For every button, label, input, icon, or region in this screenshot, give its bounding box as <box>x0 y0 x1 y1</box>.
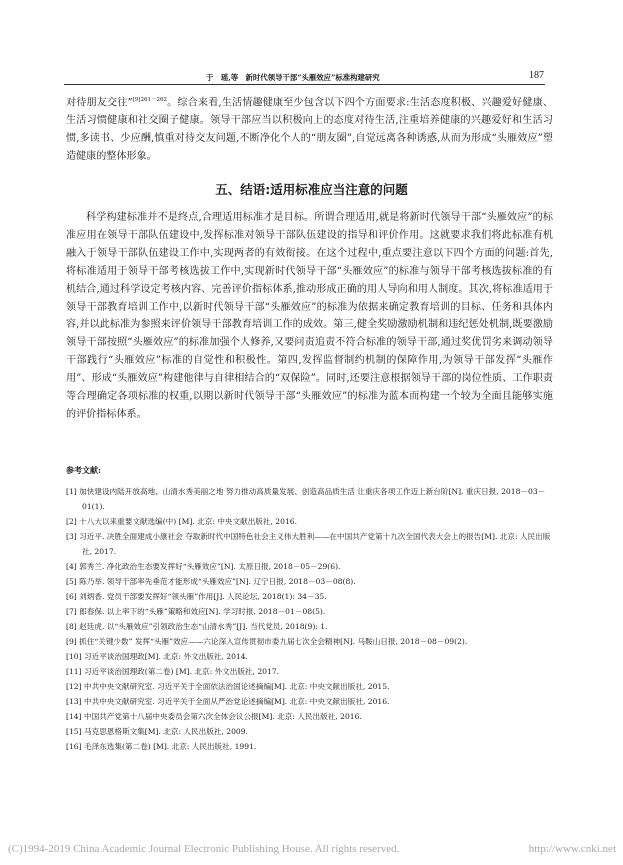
references-list <box>66 484 553 754</box>
intro-paragraph <box>66 92 553 166</box>
reference-item: [2] 十八大以来重要文献选编(中) [M]. 北京: 中央文献出版社, 2016. <box>66 517 298 526</box>
reference-item: [14] 中国共产党第十八届中央委员会第六次全体会议公报[M]. 北京: 人民出版社, 2016. <box>66 712 362 721</box>
reference-item: [5] 陈乃举. 领导干部率先垂范才能形成“头雁效应”[N]. 辽宁日报, 2018－03－08(8). <box>66 577 356 586</box>
reference-item: [16] 毛泽东选集(第二卷) [M]. 北京: 人民出版社, 1991. <box>66 742 257 751</box>
reference-item: [13] 中共中央文献研究室. 习近平关于全面从严治党论述摘编[M]. 北京: 中央文献出版社, 2016. <box>66 697 390 706</box>
references-heading: 参考文献: <box>66 465 101 475</box>
reference-item: [9] 抓住“关键少数” 发挥“头雁”效应——六论深入宣传贯彻市委九届七次全会精神[N]. 马鞍山日报, 2018－08－09(2). <box>66 637 468 646</box>
copyright-text: (C)1994-2019 China Academic Journal Electronic Publishing House. All rights reserved. <box>8 843 400 855</box>
running-header <box>64 70 544 84</box>
running-header-title: 于 瑶,等 新时代领导干部“头雁效应”标准构建研究 <box>206 73 380 82</box>
reference-item: [3] 习近平. 决胜全面建成小康社会 夺取新时代中国特色社会主义伟大胜利——在中国共产党第十九次全国代表大会上的报告[M]. 北京: 人民出版社, 2017. <box>66 532 551 556</box>
footer-url: http://www.cnki.net <box>528 843 616 855</box>
reference-item: [4] 郭秀兰. 净化政治生态要发挥好“头雁效应”[N]. 太原日报, 2018－05－29(6). <box>66 562 341 571</box>
copyright-footer <box>8 843 616 855</box>
intro-text-end: 。综合来看,生活情趣健康至少包含以下四个方面要求:生活态度积极、兴趣爱好健康、生活习惯健康和社交圈子健康。领导干部应当以积极向上的态度对待生活,注重培养健康的兴趣爱好和生活习惯,多读书、少应酬,慎重对待交友问题,不断净化个人的“朋友圈”,自觉远离各种诱惑,从而为形成“头雁效应”塑造健康的整体形象。 <box>66 97 554 163</box>
reference-item: [12] 中共中央文献研究室. 习近平关于全面依法治国论述摘编[M]. 北京: 中央文献出版社, 2015. <box>66 682 390 691</box>
page-number: 187 <box>529 70 544 81</box>
reference-item: [10] 习近平谈治国理政[M]. 北京: 外文出版社, 2014. <box>66 652 248 661</box>
header-rule <box>64 84 545 85</box>
citation-superscript: [9]261－262 <box>132 97 167 103</box>
section-title: 五、结语:适用标准应当注意的问题 <box>215 182 408 197</box>
reference-item: [15] 马克思恩格斯文集[M]. 北京: 人民出版社, 2009. <box>66 727 248 736</box>
reference-item: [6] 刘炳香. 党员干部要发挥好“领头雁”作用[J]. 人民论坛, 2018(1): 34－35. <box>66 592 327 601</box>
reference-item: [8] 赵廷虎. 以“头雁效应”引领政治生态“山清水秀”[J]. 当代党员, 2018(9): 1. <box>66 622 328 631</box>
reference-item: [1] 加快建设内陆开放高地、山清水秀美丽之地 努力推动高质量发展、创造高品质生活 让重庆各项工作迈上新台阶[N]. 重庆日报, 2018－03－01(1). <box>66 487 546 511</box>
intro-text-start: 对待朋友交往” <box>66 97 133 109</box>
conclusion-paragraph: 科学构建标准并不是终点,合理适用标准才是目标。所谓合理适用,就是将新时代领导干部“头雁效应”的标准应用在领导干部队伍建设中,发挥标准对领导干部队伍建设的指导和评价作用。这就要求我们将此标准有机融入于领导干部队伍建设工作中,实现两者的有效衔接。在这个过程中,重点要注意以下四个方面的问题:首先,将标准适用于领导干部考核选拔工作中,实现新时代领导干部“头雁效应”的标准与领导干部考核选拔标准的有机结合,通过科学设定考核内容、完善评价指标体系,推动形成正确的用人导向和用人制度。其次,将标准适用于领导干部教育培训工作中,以新时代领导干部“头雁效应”的标准为依据来确定教育培训的目标、任务和具体内容,并以此标准为参照来评价领导干部教育培训工作的成效。第三,健全奖励激励机制和违纪惩处机制,既要激励领导干部按照“头雁效应”的标准加强个人修养,又要问责追责不符合标准的领导干部,通过奖优罚劣来调动领导干部践行“头雁效应”标准的自觉性和积极性。第四,发挥监督制约机制的保障作用,为领导干部发挥“头雁作用”、形成“头雁效应”构建他律与自律相结合的“双保险”。同时,还要注意根据领导干部的岗位性质、工作职责等合理确定各项标准的权重,以期以新时代领导干部“头雁效应”的标准为蓝本而构建一个较为全面且能够实施的评价指标体系。 <box>66 212 553 420</box>
reference-item: [11] 习近平谈治国理政(第二卷) [M]. 北京: 外文出版社, 2017. <box>66 667 280 676</box>
reference-item: [7] 郎春保. 以上率下的“头雁”策略和效应[N]. 学习时报, 2018－01－08(5). <box>66 607 326 616</box>
